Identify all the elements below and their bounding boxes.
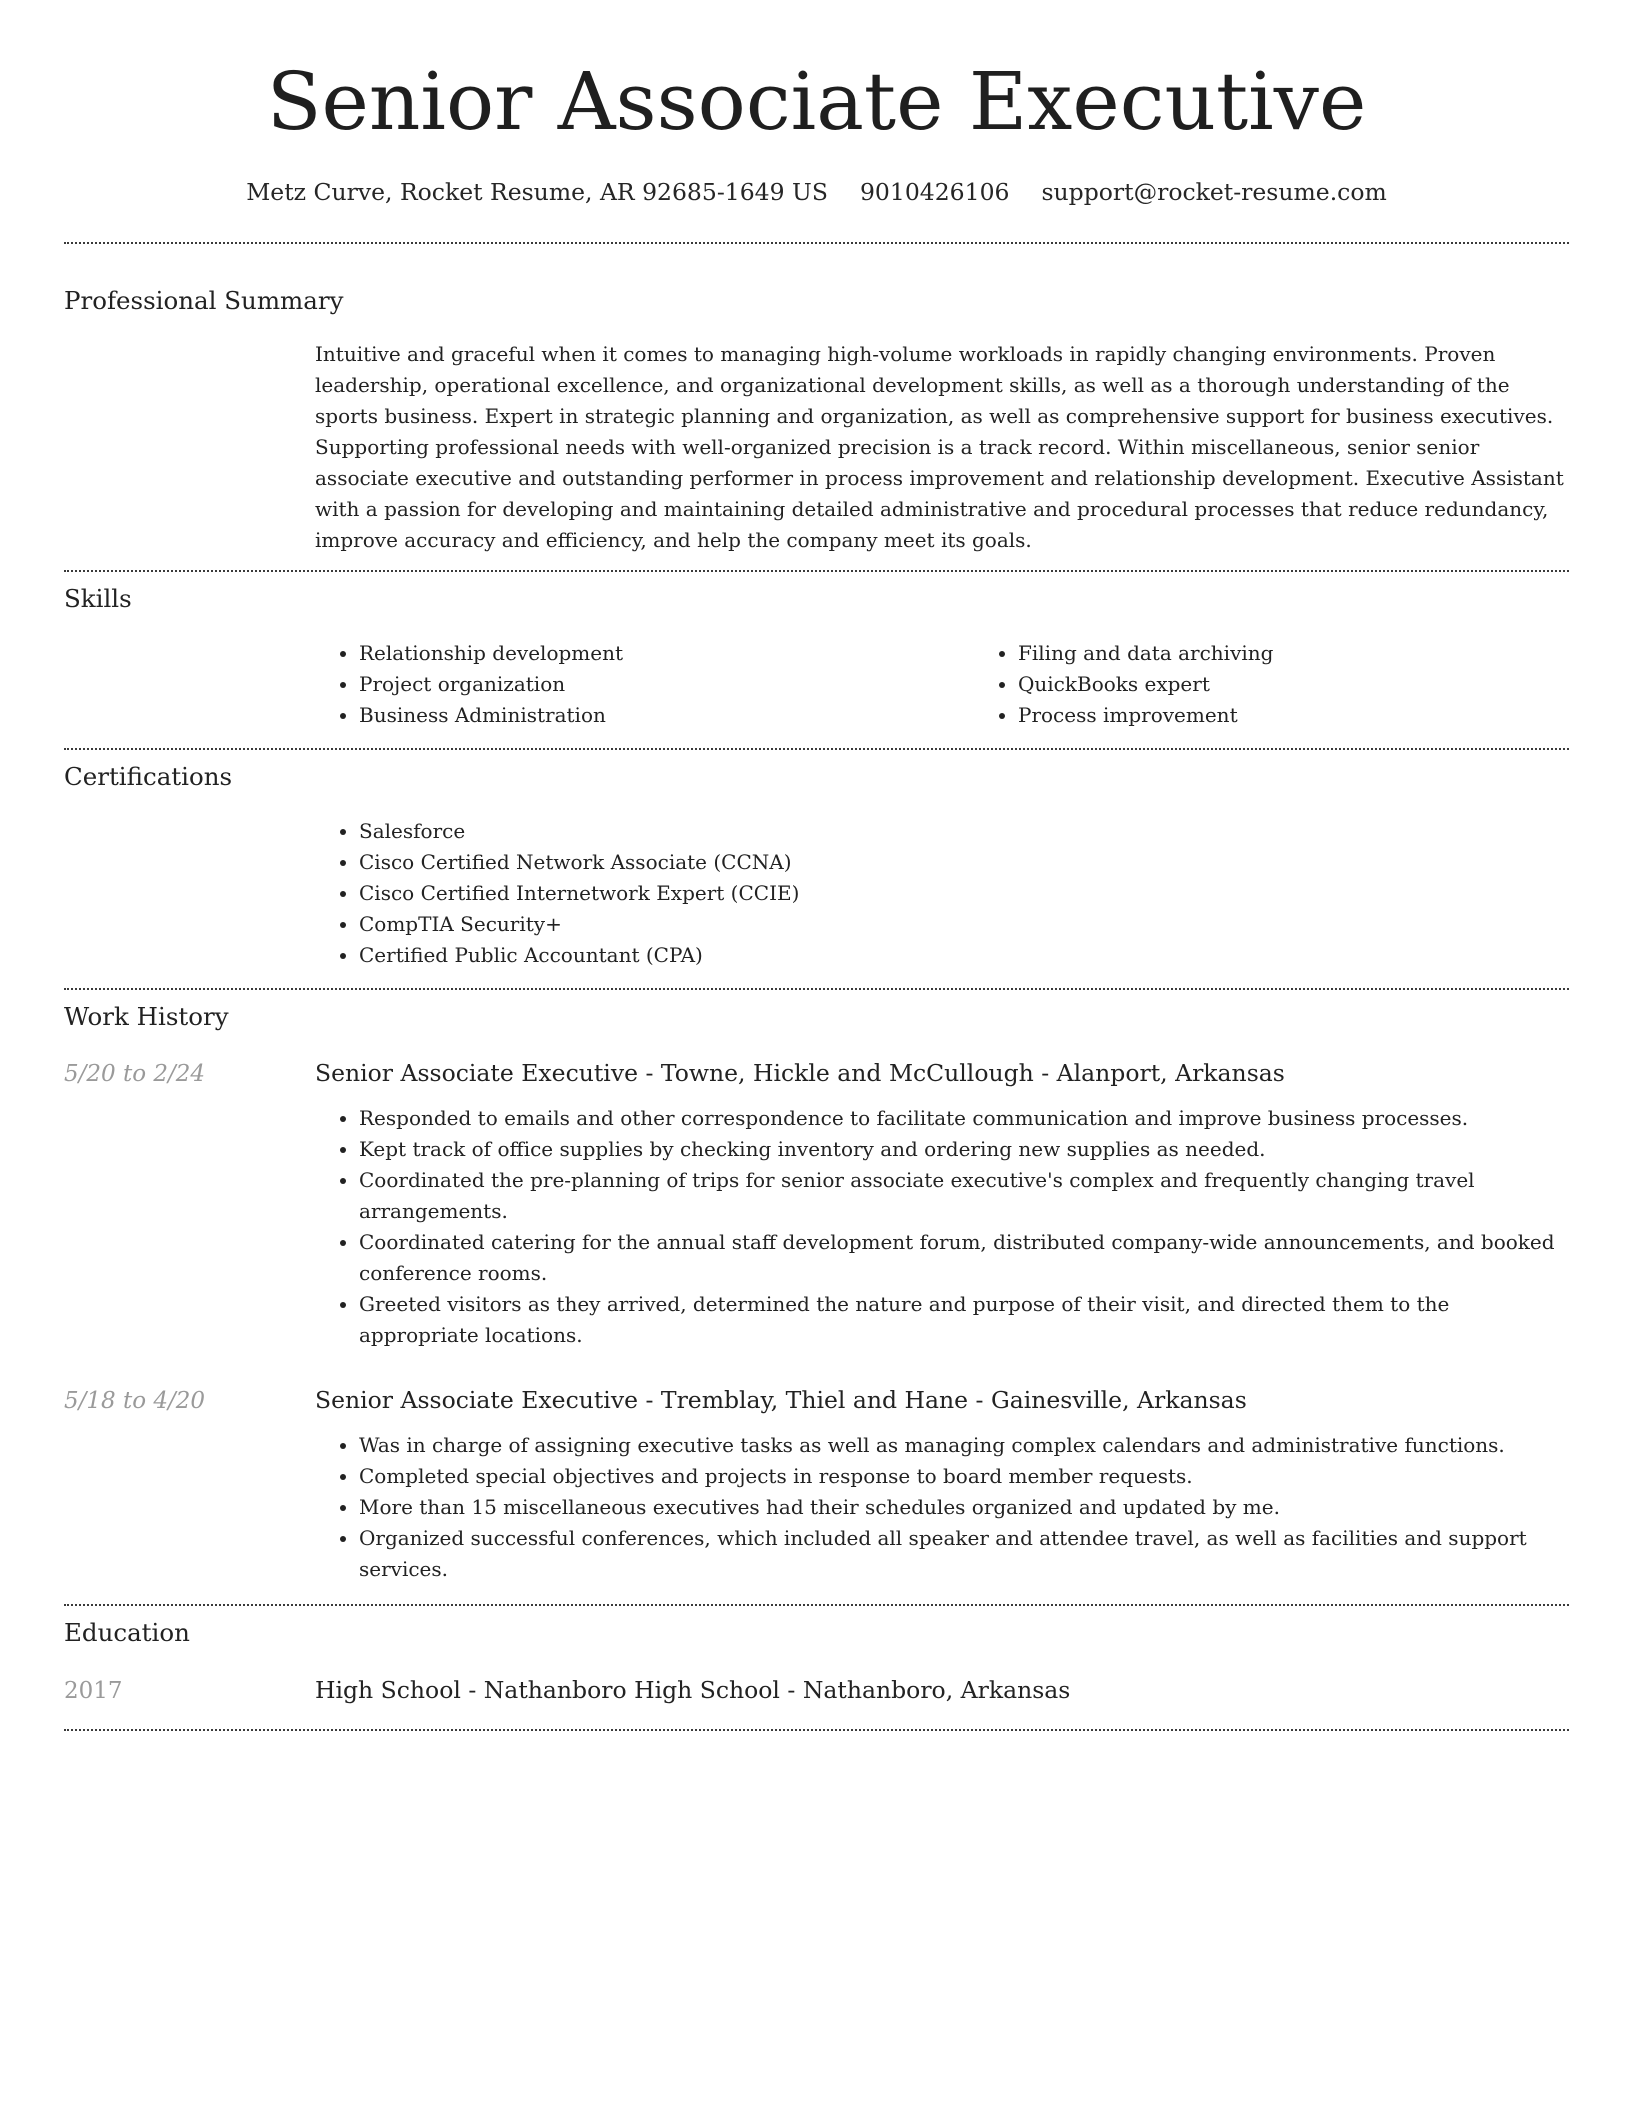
job-bullets	[315, 1103, 1569, 1351]
job-header	[64, 1057, 1569, 1090]
certification-item: • Certified Public Accountant (CPA)	[359, 940, 1569, 971]
certification-item: • CompTIA Security+	[359, 909, 1569, 940]
divider	[64, 988, 1569, 990]
divider	[64, 570, 1569, 572]
job-bullets	[315, 1430, 1569, 1585]
section-title-work-history: Work History	[64, 1002, 229, 1031]
contact-line	[64, 176, 1569, 208]
contact-email: support@rocket-resume.com	[1041, 178, 1387, 206]
job-bullet: • Kept track of office supplies by checking inventory and ordering new supplies as needed.	[359, 1134, 1569, 1165]
skill-item: • Business Administration	[359, 700, 974, 731]
skills-column-right	[974, 638, 1632, 731]
section-title-skills: Skills	[64, 584, 132, 613]
contact-address: Metz Curve, Rocket Resume, AR 92685-1649 US	[246, 178, 828, 206]
section-title-education: Education	[64, 1618, 190, 1647]
job-bullet: • More than 15 miscellaneous executives had their schedules organized and updated by me.	[359, 1492, 1569, 1523]
job-duties	[315, 1103, 1569, 1351]
summary-text: Intuitive and graceful when it comes to managing high-volume workloads in rapidly changing environments. Proven leadership, operational excellence, and organizational development skills, as well as a thorough understanding of the sports business. Expert in strategic planning and organization, as well as comprehensive support for business executives. Supporting professional needs with well-organized precision is a track record. Within miscellaneous, senior senior associate executive and outstanding performer in process improvement and relationship development. Executive Assistant with a passion for developing and maintaining detailed administrative and procedural processes that reduce redundancy, improve accuracy and efficiency, and help the company meet its goals.	[315, 342, 1564, 552]
job-bullet: • Coordinated the pre-planning of trips for senior associate executive's complex and frequently changing travel arrangements.	[359, 1165, 1569, 1227]
skills-column-left	[315, 638, 974, 731]
skill-item: • Relationship development	[359, 638, 974, 669]
resume-page	[64, 0, 1569, 1731]
divider	[64, 748, 1569, 750]
job-title: Senior Associate Executive - Towne, Hickle and McCullough - Alanport, Arkansas	[315, 1059, 1285, 1087]
skill-item: • Filing and data archiving	[1018, 638, 1632, 669]
job-bullet: • Completed special objectives and projects in response to board member requests.	[359, 1461, 1569, 1492]
job-header	[64, 1384, 1569, 1417]
skill-item: • Process improvement	[1018, 700, 1632, 731]
summary-body	[315, 339, 1569, 556]
divider	[64, 1604, 1569, 1606]
certifications-body	[315, 816, 1569, 971]
job-bullet: • Organized successful conferences, which included all speaker and attendee travel, as well as facilities and support services.	[359, 1523, 1569, 1585]
divider	[64, 242, 1569, 244]
candidate-name: Senior Associate Executive	[266, 55, 1367, 148]
skill-item: • QuickBooks expert	[1018, 669, 1632, 700]
certification-item: • Cisco Certified Network Associate (CCNA)	[359, 847, 1569, 878]
education-year: 2017	[64, 1678, 123, 1704]
education-title: High School - Nathanboro High School - Nathanboro, Arkansas	[315, 1676, 1071, 1704]
job-duties	[315, 1430, 1569, 1585]
job-dates: 5/20 to 2/24	[64, 1061, 206, 1087]
job-bullet: • Greeted visitors as they arrived, determined the nature and purpose of their visit, and directed them to the appropriate locations.	[359, 1289, 1569, 1351]
job-bullet: • Coordinated catering for the annual staff development forum, distributed company-wide announcements, and booked conference rooms.	[359, 1227, 1569, 1289]
skills-list	[315, 638, 1569, 731]
section-title-certifications: Certifications	[64, 762, 233, 791]
job-bullet: • Responded to emails and other correspondence to facilitate communication and improve business processes.	[359, 1103, 1569, 1134]
certifications-list	[315, 816, 1569, 971]
certification-item: • Cisco Certified Internetwork Expert (CCIE)	[359, 878, 1569, 909]
job-bullet: • Was in charge of assigning executive tasks as well as managing complex calendars and administrative functions.	[359, 1430, 1569, 1461]
job-dates: 5/18 to 4/20	[64, 1388, 206, 1414]
contact-phone: 9010426106	[859, 178, 1010, 206]
job-title: Senior Associate Executive - Tremblay, Thiel and Hane - Gainesville, Arkansas	[315, 1386, 1247, 1414]
divider	[64, 1729, 1569, 1731]
section-title-summary: Professional Summary	[64, 286, 344, 315]
education-entry	[64, 1674, 1569, 1707]
certification-item: • Salesforce	[359, 816, 1569, 847]
skill-item: • Project organization	[359, 669, 974, 700]
